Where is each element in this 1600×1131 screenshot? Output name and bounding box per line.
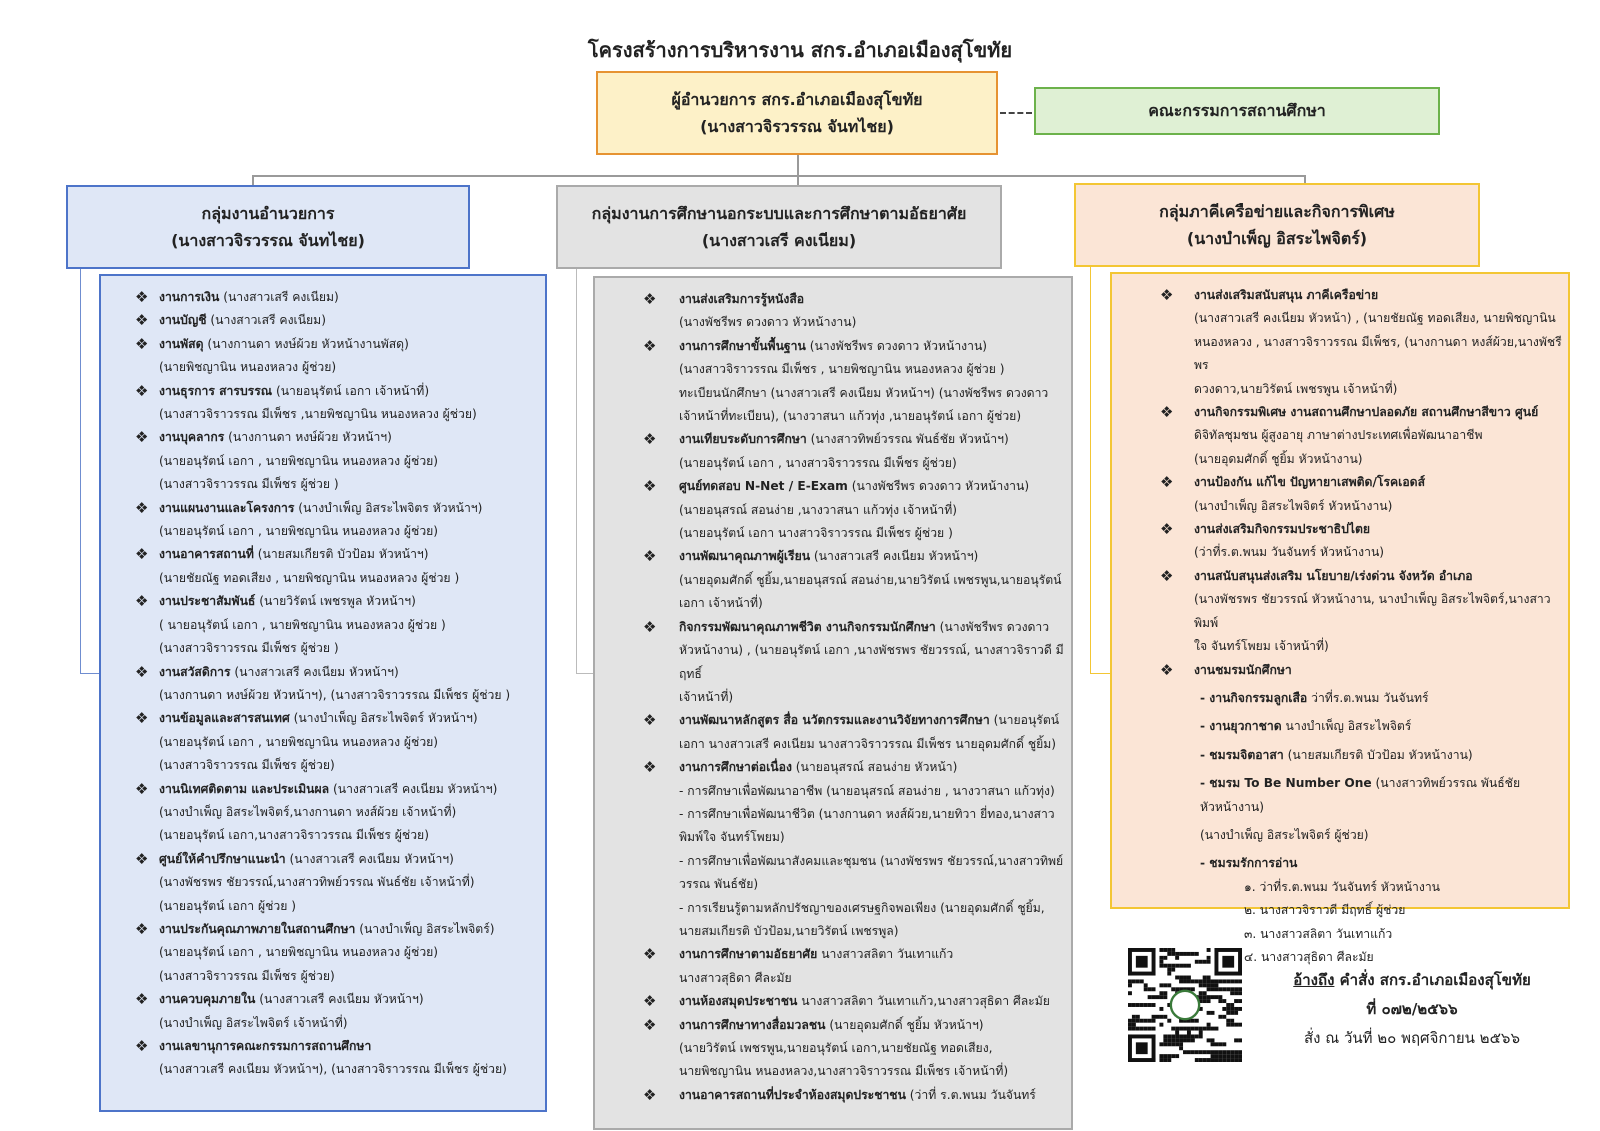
duty-name: งานส่งเสริมกิจกรรมประชาธิปไตย xyxy=(1194,522,1371,537)
duty-staff: ( นายอนุรัตน์ เอกา , นายพิชญานิน หนองหลวง ผู้ช่วย ) xyxy=(159,617,446,632)
qr-code xyxy=(1128,948,1242,1062)
duty-line xyxy=(159,778,539,801)
reading-club-member: ๓. นางสาวสลิตา วันเทาแก้ว xyxy=(1244,926,1393,941)
bullet-icon: ❖ xyxy=(135,498,149,517)
duty-staff: พิมพ์ใจ จันทร์โพยม) xyxy=(679,830,785,845)
club-staff: (นายสมเกียรติ บัวป้อม หัวหน้างาน) xyxy=(1283,747,1473,762)
bullet-icon: ❖ xyxy=(135,545,149,564)
reading-club-member: ๑. ว่าที่ร.ต.พนม วันจันทร์ หัวหน้างาน xyxy=(1244,879,1440,894)
connector-group3 xyxy=(1304,175,1306,183)
duty-line xyxy=(159,590,539,613)
duty-item xyxy=(1112,518,1568,565)
duty-name: งานอาคารสถานที่ xyxy=(159,547,254,562)
duty-staff: (นางสาวเสรี คงเนียม หัวหน้า) , (นายชัยณัฐ ทอดเสียง, นายพิชญานิน xyxy=(1194,311,1556,326)
duty-item xyxy=(101,707,545,777)
bullet-icon: ❖ xyxy=(135,334,149,353)
reading-club-member: ๒. นางสาวจิราวดี มีฤทธิ์ ผู้ช่วย xyxy=(1244,903,1406,918)
duty-item xyxy=(595,545,1071,615)
club-name: - ชมรมรักการอ่าน xyxy=(1200,856,1298,871)
duty-name: งานควบคุมภายใน xyxy=(159,992,256,1007)
bullet-icon: ❖ xyxy=(135,311,149,330)
bullet-icon: ❖ xyxy=(135,990,149,1009)
group-admin-header xyxy=(66,185,470,269)
duty-line xyxy=(679,1084,1065,1107)
bullet-icon: ❖ xyxy=(1160,566,1174,585)
duty-staff: (นางสาวเสรี คงเนียม หัวหน้าฯ) xyxy=(813,549,979,564)
duty-staff: (นายอนุรัตน์ เอกา ผู้ช่วย ) xyxy=(159,898,296,913)
club-item xyxy=(1112,744,1568,767)
duty-item xyxy=(595,475,1071,545)
duty-staff: (นายอนุรัตน์ xyxy=(993,713,1060,728)
duty-staff: - การศึกษาเพื่อพัฒนาอาชีพ (นายอนุสรณ์ สอนง่าย , นางวาสนา แก้วทุ่ง) xyxy=(679,783,1055,798)
duty-line xyxy=(159,380,539,403)
duty-staff: วรรณ พันธ์ชัย) xyxy=(679,877,759,892)
duty-name: งานแผนงานและโครงการ xyxy=(159,500,295,515)
duty-item xyxy=(595,335,1071,429)
club-staff: นางบำเพ็ญ อิสระไพจิตร์ xyxy=(1281,719,1412,734)
duty-staff: (นางบำเพ็ญ อิสระไพจิตร์) xyxy=(359,921,495,936)
bullet-icon: ❖ xyxy=(643,430,657,449)
duty-line xyxy=(159,309,539,332)
group-title: กลุ่มภาคีเครือข่ายและกิจการพิเศษ xyxy=(1159,201,1395,221)
duty-line xyxy=(159,497,539,520)
duty-item xyxy=(101,380,545,427)
duty-line xyxy=(159,543,539,566)
bullet-icon: ❖ xyxy=(1160,660,1174,679)
duty-item xyxy=(101,497,545,544)
duty-staff: (ว่าที่ร.ต.พนม วันจันทร์ หัวหน้างาน) xyxy=(1194,545,1385,560)
duty-staff: (นางพัชรีพร ดวงดาว หัวหน้างาน) xyxy=(809,338,988,353)
duty-line xyxy=(159,426,539,449)
duty-line xyxy=(679,288,1065,311)
duty-item xyxy=(101,1035,545,1082)
order-reference xyxy=(1262,966,1562,1053)
duty-item xyxy=(101,333,545,380)
duty-staff: เอกา นางสาวเสรี คงเนียม นางสาวจิราวรรณ มีเพ็ชร นายอุดมศักดิ์ ชูยิ้ม) xyxy=(679,736,1057,751)
bullet-icon: ❖ xyxy=(643,945,657,964)
duty-line xyxy=(1194,565,1562,588)
club-staff: (นางสาวทิพย์วรรณ พันธ์ชัย หัวหน้างาน) xyxy=(1200,776,1521,814)
club-item xyxy=(1112,824,1568,847)
duty-staff: หนองหลวง , นางสาวจิราวรรณ มีเพ็ชร, (นางกานดา หงส์ผ้วย,นางพัชรีพร xyxy=(1194,334,1562,373)
duty-item xyxy=(101,426,545,496)
duty-name: งานบุคลากร xyxy=(159,430,225,445)
duty-staff: (นายอนุสรณ์ สอนง่าย ,นางวาสนา แก้วทุ่ง เจ้าหน้าที่) xyxy=(679,502,958,517)
duty-name: งานประชาสัมพันธ์ xyxy=(159,594,256,609)
duty-staff: (นางพัชรีพร ดวงดาว หัวหน้างาน) xyxy=(679,315,857,330)
connector-horizontal xyxy=(252,175,1306,177)
duty-line xyxy=(679,335,1065,358)
duty-name: งานอาคารสถานที่ประจำห้องสมุดประชาชน xyxy=(679,1087,906,1102)
reference-date: สั่ง ณ วันที่ ๒๐ พฤศจิกายน ๒๕๖๖ xyxy=(1304,1029,1520,1047)
duty-line xyxy=(159,286,539,309)
duty-line xyxy=(679,428,1065,451)
bullet-icon: ❖ xyxy=(135,381,149,400)
bullet-icon: ❖ xyxy=(1160,286,1174,304)
duty-name: งานการศึกษาต่อเนื่อง xyxy=(679,760,792,775)
duty-staff: เจ้าหน้าที่) xyxy=(679,689,734,704)
duty-name: งานธุรการ สารบรรณ xyxy=(159,383,273,398)
duty-staff: (นายอนุรัตน์ เอกา , นายพิชญานิน หนองหลวง ผู้ช่วย) xyxy=(159,524,439,539)
duty-line xyxy=(159,707,539,730)
duty-staff: (นางกานดา หงษ์ผ้วย หัวหน้าฯ), (นางสาวจิราวรรณ มีเพ็ชร ผู้ช่วย ) xyxy=(159,687,511,702)
group-title: กลุ่มงานอำนวยการ xyxy=(201,203,335,223)
duty-staff: (นายอนุรัตน์ เอกา , นายพิชญานิน หนองหลวง ผู้ช่วย) xyxy=(159,453,439,468)
bullet-icon: ❖ xyxy=(135,662,149,681)
duty-staff: (นางสาวจิราวรรณ มีเพ็ชร ผู้ช่วย) xyxy=(159,758,335,773)
bullet-icon: ❖ xyxy=(643,711,657,730)
duty-staff: (นางสาวจิราวรรณ มีเพ็ชร ผู้ช่วย ) xyxy=(159,477,339,492)
duty-staff: (นายวิรัตน์ เพชรพูล หัวหน้าฯ) xyxy=(259,594,416,609)
connector-group2 xyxy=(797,175,799,185)
duty-staff: (นางสาวเสรี คงเนียม หัวหน้าฯ), (นางสาวจิราวรรณ มีเพ็ชร ผู้ช่วย) xyxy=(159,1062,507,1077)
duty-name: ศูนย์ทดสอบ N-Net / E-Exam xyxy=(679,479,848,494)
duty-staff: (นายอนุรัตน์ เอกา , นายพิชญานิน หนองหลวง ผู้ช่วย) xyxy=(159,734,439,749)
duty-staff: ใจ จันทร์โพยม เจ้าหน้าที่) xyxy=(1194,639,1329,654)
bullet-icon: ❖ xyxy=(135,849,149,868)
bullet-icon: ❖ xyxy=(643,1015,657,1034)
club-item xyxy=(1112,852,1568,875)
duty-line xyxy=(159,988,539,1011)
duty-staff: - การเรียนรู้ตามหลักปรัชญาของเศรษฐกิจพอเพียง (นายอุดมศักดิ์ ชูยิ้ม, xyxy=(679,900,1045,915)
duty-name: งานพัฒนาคุณภาพผู้เรียน xyxy=(679,549,811,564)
duty-staff: (ว่าที่ ร.ต.พนม วันจันทร์ xyxy=(909,1087,1036,1102)
group-head: (นางสาวจิรวรรณ จันทไชย) xyxy=(171,231,365,250)
duty-item xyxy=(101,848,545,918)
duty-staff: (นายอนุสรณ์ สอนง่าย หัวหน้า) xyxy=(795,760,958,775)
duty-staff: หัวหน้างาน) , (นายอนุรัตน์ เอกา ,นางพัชรพร ชัยวรรณ์, นางสาวจิราวดี มีฤทธิ์ xyxy=(679,643,1064,681)
duty-line xyxy=(679,756,1065,779)
bracket-group2-foot xyxy=(576,673,593,674)
duty-staff: (นางพัชรีพร ดวงดาว xyxy=(939,619,1050,634)
bullet-icon: ❖ xyxy=(1160,403,1174,422)
duty-name: งานการเงิน xyxy=(159,290,220,304)
duty-staff: (นายวิรัตน์ เพชรพูน,นายอนุรัตน์ เอกา,นายชัยณัฐ ทอดเสียง, xyxy=(679,1041,993,1055)
bracket-group2 xyxy=(576,269,577,674)
duty-staff: (นายชัยณัฐ ทอดเสียง , นายพิชญานิน หนองหลวง ผู้ช่วย ) xyxy=(159,570,460,585)
duty-staff: (นางบำเพ็ญ อิสระไพจิตร์ หัวหน้าฯ) xyxy=(293,711,478,726)
duty-item xyxy=(595,943,1071,990)
club-item xyxy=(1112,715,1568,738)
duty-line xyxy=(159,1035,539,1058)
club-name: - ชมรม To Be Number One xyxy=(1200,776,1372,791)
reference-number: ที่ ๐๗๒/๒๕๖๖ xyxy=(1366,1000,1458,1018)
duty-line xyxy=(1194,284,1562,307)
bullet-icon: ❖ xyxy=(135,779,149,798)
reading-club-member: ๔. นางสาวสุธิดา ศีละมัย xyxy=(1244,949,1374,964)
bullet-icon: ❖ xyxy=(643,617,657,636)
duty-staff: (นางสาวจิราวรรณ มีเพ็ชร ,นายพิชญานิน หนองหลวง ผู้ช่วย) xyxy=(159,407,477,422)
duty-line xyxy=(159,918,539,941)
duty-line xyxy=(679,990,1065,1013)
duty-name: กิจกรรมพัฒนาคุณภาพชีวิต งานกิจกรรมนักศึกษา xyxy=(679,619,936,634)
connector-group1 xyxy=(252,175,254,185)
club-staff: (นางบำเพ็ญ อิสระไพจิตร์ ผู้ช่วย) xyxy=(1200,827,1369,842)
duty-line xyxy=(159,661,539,684)
committee-box xyxy=(1034,87,1440,135)
duty-line xyxy=(159,333,539,356)
duty-item xyxy=(101,778,545,848)
duty-staff: (นางสาวเสรี คงเนียม) xyxy=(210,313,326,328)
connector-director-down xyxy=(797,155,799,175)
director-title: ผู้อำนวยการ สกร.อำเภอเมืองสุโขทัย xyxy=(671,89,923,109)
duty-staff: (นางสาวจิราวรรณ มีเพ็ชร , นายพิชญานิน หนองหลวง ผู้ช่วย ) xyxy=(679,362,1005,377)
duty-staff: (นางสาวเสรี คงเนียม หัวหน้าฯ) xyxy=(289,851,454,866)
bullet-icon: ❖ xyxy=(643,992,657,1011)
duty-item xyxy=(595,1014,1071,1084)
duty-item xyxy=(1112,401,1568,471)
duty-line xyxy=(679,943,1065,966)
duty-item xyxy=(595,616,1071,710)
duty-staff: (นางพัชรพร ชัยวรรณ์ หัวหน้างาน, นางบำเพ็ญ อิสระไพจิตร์,นางสาวพิมพ์ xyxy=(1194,592,1551,630)
director-name: (นางสาวจิรวรรณ จันทไชย) xyxy=(700,117,894,136)
duty-staff: นางสาวสลิตา วันเทาแก้ว,นางสาวสุธิดา ศีละมัย xyxy=(801,994,1050,1009)
group-head: (นางสาวเสรี คงเนียม) xyxy=(701,231,857,250)
duty-name: งานสนับสนุนส่งเสริม นโยบาย/เร่งด่วน จังหวัด อำเภอ xyxy=(1194,568,1473,583)
duty-staff: (นายอนุรัตน์ เอกา เจ้าหน้าที่) xyxy=(275,383,430,398)
duty-name: งานการศึกษาขั้นพื้นฐาน xyxy=(679,338,806,353)
duty-staff: ทะเบียนนักศึกษา (นางสาวเสรี คงเนียม หัวหน้าฯ) (นางพัชรีพร ดวงดาว xyxy=(679,385,1049,400)
duty-staff: (นางสาวเสรี คงเนียม) xyxy=(223,290,339,304)
club-name: - ชมรมจิตอาสา xyxy=(1200,747,1284,762)
duty-item xyxy=(595,428,1071,475)
duty-line xyxy=(1194,471,1562,494)
admin-duties-panel xyxy=(99,274,547,1112)
duty-staff: (นายพิชญานิน หนองหลวง ผู้ช่วย) xyxy=(159,360,337,375)
reference-label: อ้างถึง xyxy=(1293,971,1335,989)
duty-staff: (นายอนุรัตน์ เอกา , นายพิชญานิน หนองหลวง ผู้ช่วย) xyxy=(159,945,439,960)
duty-item xyxy=(595,1084,1071,1107)
duty-name: งานบัญชี xyxy=(159,313,207,328)
duty-line xyxy=(1194,401,1562,448)
duty-staff: (นางสาวจิราวรรณ มีเพ็ชร ผู้ช่วย ) xyxy=(159,641,339,656)
reference-order: คำสั่ง สกร.อำเภอเมืองสุโขทัย xyxy=(1334,971,1531,989)
duty-staff: (นางสาวเสรี คงเนียม หัวหน้าฯ) xyxy=(332,781,498,796)
duty-staff: (นายสมเกียรติ บัวป้อม หัวหน้าฯ) xyxy=(257,547,429,562)
duty-item xyxy=(1112,659,1568,682)
bullet-icon: ❖ xyxy=(1160,520,1174,539)
duty-item xyxy=(595,756,1071,943)
duty-item xyxy=(101,286,545,309)
duty-line xyxy=(679,475,1065,498)
duty-name: งานห้องสมุดประชาชน xyxy=(679,994,798,1009)
duty-staff: (นางกานดา หงษ์ผ้วย หัวหน้าฯ) xyxy=(228,430,392,445)
club-name: - งานกิจกรรมลูกเสือ xyxy=(1200,690,1308,705)
duty-name: งานชมรมนักศึกษา xyxy=(1194,662,1292,677)
bullet-icon: ❖ xyxy=(135,428,149,447)
group-head: (นางบำเพ็ญ อิสระไพจิตร์) xyxy=(1186,229,1368,248)
duty-staff: - การศึกษาเพื่อพัฒนาสังคมและชุมชน (นางพัชรพร ชัยวรรณ์,นางสาวทิพย์ xyxy=(679,853,1064,868)
group-nonformal-header xyxy=(556,185,1002,269)
duty-staff: เอกา เจ้าหน้าที่) xyxy=(679,596,763,611)
duty-staff: (นางสาวเสรี คงเนียม หัวหน้าฯ) xyxy=(234,664,399,679)
duty-staff: (นายอนุรัตน์ เอกา นางสาวจิราวรรณ มีเพ็ชร ผู้ช่วย ) xyxy=(679,526,953,541)
duty-line xyxy=(679,616,1065,639)
duty-staff: (นางกานดา หงษ์ผ้วย หัวหน้างานพัสดุ) xyxy=(207,336,409,351)
duty-item xyxy=(101,661,545,708)
duty-name: งานส่งเสริมการรู้หนังสือ xyxy=(679,292,805,306)
duty-item xyxy=(1112,284,1568,401)
duty-staff: (นายอุดมศักดิ์ ชูยิ้ม หัวหน้างาน) xyxy=(1194,451,1363,466)
duty-item xyxy=(101,918,545,988)
duty-line xyxy=(679,709,1065,732)
duty-staff: (นางบำเพ็ญ อิสระไพจิตร์,นางกานดา หงส์ผ้วย เจ้าหน้าที่) xyxy=(159,804,457,819)
duty-item xyxy=(101,988,545,1035)
bullet-icon: ❖ xyxy=(135,709,149,728)
duty-line xyxy=(679,1014,1065,1037)
duty-item xyxy=(1112,565,1568,659)
duty-staff: (นางพัชรพร ชัยวรรณ์,นางสาวทิพย์วรรณ พันธ์ชัย เจ้าหน้าที่) xyxy=(159,875,475,890)
duty-name: งานการศึกษาทางสื่อมวลชน xyxy=(679,1017,826,1032)
nonformal-duties-panel xyxy=(593,276,1073,1130)
duty-staff: (นางบำเพ็ญ อิสระไพจิตร์ หัวหน้างาน) xyxy=(1194,498,1393,513)
bullet-icon: ❖ xyxy=(643,1085,657,1104)
committee-label: คณะกรรมการสถานศึกษา xyxy=(1148,101,1326,121)
duty-staff: นายสมเกียรติ บัวป้อม,นายวิรัตน์ เพชรพูล) xyxy=(679,923,899,938)
duty-name: งานนิเทศติดตาม และประเมินผล xyxy=(159,781,330,796)
club-item xyxy=(1112,772,1568,819)
duty-item xyxy=(101,309,545,332)
duty-name: งานสวัสดิการ xyxy=(159,664,231,679)
duty-staff: นางสาวสุธิดา ศีละมัย xyxy=(679,970,792,985)
network-duties-panel xyxy=(1110,272,1570,964)
duty-item xyxy=(101,590,545,660)
duty-item xyxy=(595,990,1071,1013)
bullet-icon: ❖ xyxy=(135,592,149,611)
duty-item xyxy=(101,543,545,590)
duty-staff: (นางสาวทิพย์วรรณ พันธ์ชัย หัวหน้าฯ) xyxy=(810,432,1009,447)
duty-name: งานเลขานุการคณะกรรมการสถานศึกษา xyxy=(159,1039,372,1053)
duty-staff: (นายอุดมศักดิ์ ชูยิ้ม,นายอนุสรณ์ สอนง่าย,นายวิรัตน์ เพชรพูน,นายอนุรัตน์ xyxy=(679,572,1062,587)
duty-staff: ดวงดาว,นายวิรัตน์ เพชรพูน เจ้าหน้าที่) xyxy=(1194,381,1398,396)
duty-staff: เจ้าหน้าที่ทะเบียน), (นางวาสนา แก้วทุ่ง ,นายอนุรัตน์ เอกา ผู้ช่วย) xyxy=(679,409,1022,424)
duty-staff: (นางบำเพ็ญ อิสระไพจิตร หัวหน้าฯ) xyxy=(298,500,483,515)
duty-name: งานการศึกษาตามอัธยาศัย xyxy=(679,947,818,962)
bullet-icon: ❖ xyxy=(1160,473,1174,492)
bullet-icon: ❖ xyxy=(135,919,149,938)
duty-staff: (นางสาวเสรี คงเนียม หัวหน้าฯ) xyxy=(259,992,424,1007)
duty-name: งานข้อมูลและสารสนเทศ xyxy=(159,711,290,726)
duty-staff: - การศึกษาเพื่อพัฒนาชีวิต (นางกานดา หงส์ผ้วย,นายทิวา ยี่ทอง,นางสาว xyxy=(679,806,1055,821)
duty-staff: (นายอนุรัตน์ เอกา,นางสาวจิราวรรณ มีเพ็ชร ผู้ช่วย) xyxy=(159,828,429,843)
bracket-group1 xyxy=(80,269,81,674)
duty-name: งานพัฒนาหลักสูตร สื่อ นวัตกรรมและงานวิจัยทางการศึกษา xyxy=(679,713,990,728)
duty-staff: (นายอุดมศักดิ์ ชูยิ้ม หัวหน้าฯ) xyxy=(829,1017,984,1032)
duty-name: งานส่งเสริมสนับสนุน ภาคีเครือข่าย xyxy=(1194,288,1379,302)
bracket-group3 xyxy=(1090,267,1091,674)
duty-staff: (นายอนุรัตน์ เอกา , นางสาวจิราวรรณ มีเพ็ชร ผู้ช่วย) xyxy=(679,455,957,470)
bullet-icon: ❖ xyxy=(643,477,657,496)
duty-line xyxy=(159,848,539,871)
duty-line xyxy=(679,545,1065,568)
group-network-header xyxy=(1074,183,1480,267)
qr-code-image xyxy=(1128,948,1242,1062)
duty-staff: นางสาวสลิตา วันเทาแก้ว xyxy=(821,947,954,962)
bullet-icon: ❖ xyxy=(643,290,657,308)
club-name: - งานยุวกาชาด xyxy=(1200,719,1282,734)
duty-name: งานประกันคุณภาพภายในสถานศึกษา xyxy=(159,921,356,936)
duty-staff: (นางสาวจิราวรรณ มีเพ็ชร ผู้ช่วย) xyxy=(159,968,335,983)
duty-name: ศูนย์ให้คำปรึกษาแนะนำ xyxy=(159,851,286,866)
club-staff: ว่าที่ร.ต.พนม วันจันทร์ xyxy=(1307,690,1429,705)
duty-item xyxy=(595,288,1071,335)
bullet-icon: ❖ xyxy=(643,758,657,777)
club-item xyxy=(1112,687,1568,710)
duty-staff: (นางบำเพ็ญ อิสระไพจิตร์ เจ้าหน้าที่) xyxy=(159,1015,348,1030)
duty-item xyxy=(1112,471,1568,518)
bullet-icon: ❖ xyxy=(135,288,149,306)
duty-name: งานเทียบระดับการศึกษา xyxy=(679,432,807,447)
duty-staff: (นางพัชรีพร ดวงดาว หัวหน้างาน) xyxy=(851,479,1030,494)
duty-staff: ดิจิทัลชุมชน ผู้สูงอายุ ภาษาต่างประเทศเพื่อพัฒนาอาชีพ xyxy=(1194,428,1483,443)
bracket-group3-foot xyxy=(1090,673,1110,674)
duty-line xyxy=(1194,518,1562,541)
duty-name: งานกิจกรรมพิเศษ งานสถานศึกษาปลอดภัย สถานศึกษาสีขาว ศูนย์ xyxy=(1194,405,1539,420)
duty-staff: นายพิชญานิน หนองหลวง,นางสาวจิราวรรณ มีเพ็ชร เจ้าหน้าที่) xyxy=(679,1064,1009,1079)
bullet-icon: ❖ xyxy=(643,336,657,355)
chart-title: โครงสร้างการบริหารงาน สกร.อำเภอเมืองสุโขทัย xyxy=(587,38,1013,62)
bullet-icon: ❖ xyxy=(135,1037,149,1055)
duty-name: งานพัสดุ xyxy=(159,336,204,351)
duty-item xyxy=(595,709,1071,756)
duty-line xyxy=(1194,659,1562,682)
duty-name: งานป้องกัน แก้ไข ปัญหายาเสพติด/โรคเอดส์ xyxy=(1194,475,1426,490)
director-box xyxy=(596,71,998,155)
bracket-group1-foot xyxy=(80,673,99,674)
connector-committee xyxy=(1000,112,1032,114)
bullet-icon: ❖ xyxy=(643,547,657,566)
group-title: กลุ่มงานการศึกษานอกระบบและการศึกษาตามอัธยาศัย xyxy=(591,203,967,223)
